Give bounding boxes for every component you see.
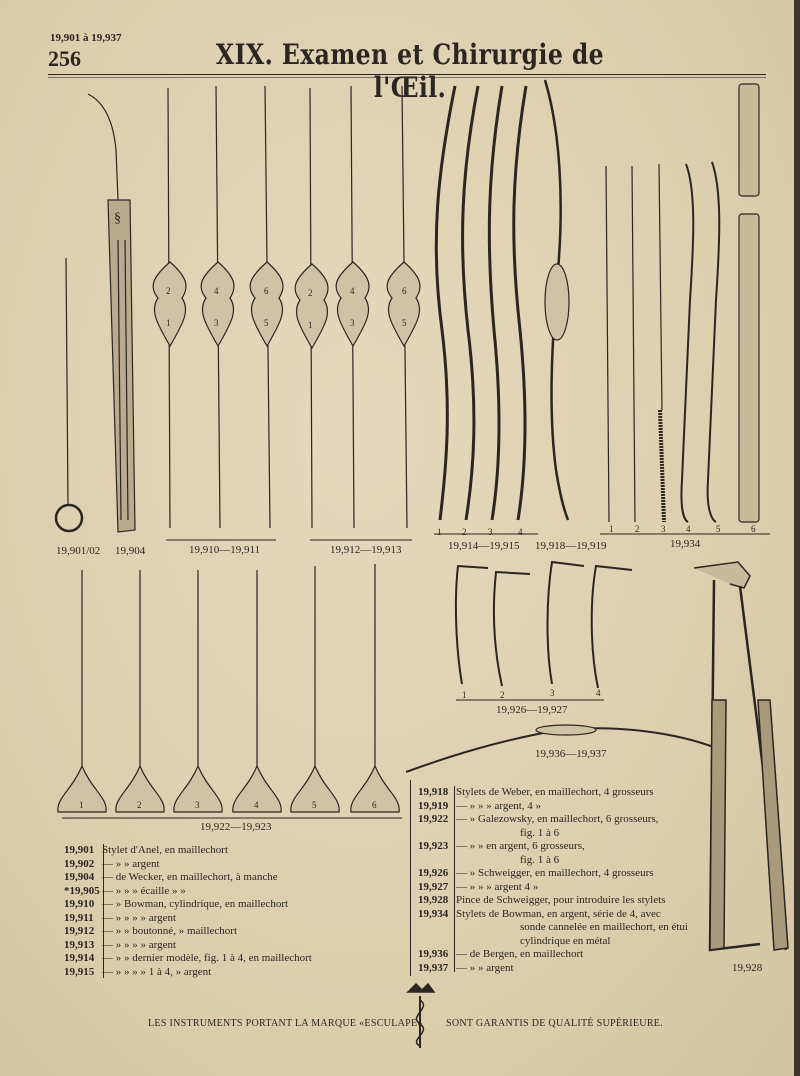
- table-row: [418, 921, 718, 935]
- item-code: 19,923: [418, 840, 449, 852]
- table-row: [418, 935, 718, 949]
- item-code: 19,926: [418, 867, 449, 879]
- table-row: [418, 894, 718, 908]
- item-code: 19,904: [64, 871, 95, 883]
- table-row: [64, 925, 404, 939]
- figure-label-wide: 19,922—19,923: [200, 821, 272, 833]
- figure-label-bowman-b: 19,912—19,913: [330, 544, 402, 556]
- item-description: — » » » » argent: [102, 938, 177, 951]
- item-description: — de Bergen, en maillechort: [456, 948, 584, 960]
- item-description: fig. 1 à 6: [520, 853, 560, 866]
- blade-top-mark-3: 6: [264, 286, 269, 296]
- figure-label-wecker: 19,904: [115, 545, 146, 557]
- figure-label-anel: 19,901/02: [56, 545, 101, 557]
- item-code: 19,927: [418, 880, 449, 893]
- footer-right-text: SONT GARANTIS DE QUALITÉ SUPÉRIEURE.: [446, 1018, 664, 1029]
- item-code: 19,902: [64, 857, 95, 870]
- table-row: [64, 871, 404, 885]
- wide-mark-3: 3: [195, 800, 200, 810]
- bowman-ext-mark-2: 2: [462, 527, 467, 537]
- item-description: Stylets de Weber, en maillechort, 4 grosseurs: [456, 786, 654, 798]
- catalog-table-right: [418, 786, 718, 975]
- table-row: [418, 962, 718, 976]
- table-row: [418, 948, 718, 962]
- table-column-separator: [410, 780, 411, 976]
- bowman-probes-illustration: [153, 86, 420, 528]
- figure-label-weber: 19,918—19,919: [535, 540, 607, 552]
- bowman-set-mark-3: 3: [661, 524, 666, 534]
- table-right-divider: [454, 786, 455, 972]
- item-code: 19,928: [418, 894, 449, 906]
- item-code: 19,914: [64, 952, 95, 964]
- item-code: 19,912: [64, 925, 95, 937]
- table-row: [64, 858, 404, 872]
- item-code: *19,905: [64, 884, 100, 897]
- bowman-ext-mark-4: 4: [518, 527, 523, 537]
- wide-mark-2: 2: [137, 800, 142, 810]
- figure-label-schweigger: 19,926—19,927: [496, 704, 568, 716]
- item-description: — » » » écaille » »: [102, 884, 186, 897]
- item-description: — » Bowman, cylindrique, en maillechort: [102, 898, 289, 910]
- table-left-divider: [103, 844, 104, 978]
- table-row: [418, 881, 718, 895]
- bowman-ext-mark-3: 3: [488, 527, 493, 537]
- bowman-ext-mark-1: 1: [437, 527, 442, 537]
- item-description: Pince de Schweigger, pour introduire les stylets: [456, 894, 666, 906]
- bowman-set-mark-5: 5: [716, 524, 721, 534]
- item-description: — » Schweigger, en maillechort, 4 grosseurs: [456, 867, 654, 879]
- figure-label-bergen: 19,936—19,937: [535, 748, 607, 760]
- table-row: [64, 898, 404, 912]
- table-row: [64, 844, 404, 858]
- item-code: 19,919: [418, 799, 449, 812]
- item-code: [418, 935, 456, 949]
- item-description: Stylets de Bowman, en argent, série de 4, avec: [456, 907, 661, 920]
- figure-label-bowman-ext: 19,914—19,915: [448, 540, 520, 552]
- wecker-stylet-illustration: [88, 94, 135, 532]
- blade-top-mark-5: 4: [350, 286, 355, 296]
- item-description: — » » argent: [456, 961, 514, 974]
- item-code: 19,937: [418, 961, 449, 974]
- table-row: [64, 912, 404, 926]
- schweigger-mark-4: 4: [596, 688, 601, 698]
- blade-top-mark-6: 6: [402, 286, 407, 296]
- page-number: 256: [48, 46, 81, 71]
- item-code: [418, 854, 456, 868]
- blade-top-mark-2: 4: [214, 286, 219, 296]
- blade-bottom-mark-2: 3: [214, 318, 219, 328]
- item-description: — » » boutonné, » maillechort: [102, 925, 238, 937]
- bowman-set-mark-6: 6: [751, 524, 756, 534]
- item-code: [418, 827, 456, 841]
- blade-bottom-mark-5: 3: [350, 318, 355, 328]
- figure-label-pince: 19,928: [732, 962, 763, 974]
- svg-text:§: §: [114, 211, 121, 226]
- bowman-set-mark-2: 2: [635, 524, 640, 534]
- blade-top-mark-1: 2: [166, 286, 171, 296]
- figure-label-bowman-set: 19,934: [670, 538, 701, 550]
- figure-label-bowman-a: 19,910—19,911: [189, 544, 261, 556]
- wide-mark-5: 5: [312, 800, 317, 810]
- item-description: — » » » » 1 à 4, » argent: [102, 965, 212, 978]
- wide-mark-4: 4: [254, 800, 259, 810]
- item-description: cylindrique en métal: [520, 934, 611, 947]
- blade-bottom-mark-1: 1: [166, 318, 171, 328]
- item-code: 19,910: [64, 898, 95, 910]
- item-description: Stylet d'Anel, en maillechort: [102, 844, 229, 856]
- table-row: [418, 786, 718, 800]
- bowman-set-mark-1: 1: [609, 524, 614, 534]
- table-row: [418, 908, 718, 922]
- blade-top-mark-4: 2: [308, 288, 313, 298]
- wide-blade-stylets-illustration: [58, 564, 399, 812]
- wide-mark-6: 6: [372, 800, 377, 810]
- item-range: 19,901 à 19,937: [50, 32, 122, 44]
- item-code: 19,911: [64, 911, 94, 924]
- table-row: [418, 813, 718, 827]
- anel-stylet-illustration: [56, 258, 82, 531]
- item-description: — » » dernier modèle, fig. 1 à 4, en maillechort: [102, 952, 312, 964]
- blade-bottom-mark-4: 1: [308, 320, 313, 330]
- item-code: 19,901: [64, 844, 95, 856]
- item-code: [418, 921, 456, 935]
- item-code: 19,913: [64, 938, 95, 951]
- item-description: fig. 1 à 6: [520, 826, 560, 839]
- item-description: — » » en argent, 6 grosseurs,: [456, 840, 585, 852]
- schweigger-stylets-illustration: [456, 562, 632, 688]
- bowman-set-mark-4: 4: [686, 524, 691, 534]
- item-description: — » » » argent, 4 »: [456, 799, 542, 812]
- table-row: [418, 827, 718, 841]
- table-row: [64, 966, 404, 980]
- table-row: [418, 840, 718, 854]
- weber-stylet-illustration: [545, 80, 569, 520]
- table-row: [418, 867, 718, 881]
- table-row: [418, 800, 718, 814]
- item-code: 19,915: [64, 965, 95, 978]
- table-row: [64, 952, 404, 966]
- item-description: — » Galezowsky, en maillechort, 6 grosseurs,: [456, 813, 659, 825]
- bowman-set-illustration: [606, 84, 759, 522]
- table-row: [64, 939, 404, 953]
- item-code: 19,918: [418, 786, 449, 798]
- item-description: — » » » argent 4 »: [456, 880, 539, 893]
- wide-mark-1: 1: [79, 800, 84, 810]
- schweigger-mark-2: 2: [500, 690, 505, 700]
- schweigger-mark-1: 1: [462, 690, 467, 700]
- esculape-emblem: [408, 984, 434, 1048]
- item-description: sonde cannelée en maillechort, en étui: [520, 921, 688, 933]
- schweigger-mark-3: 3: [550, 688, 555, 698]
- figure-rules: [62, 534, 770, 818]
- chapter-title: XIX. Examen et Chirurgie de l'Œil.: [215, 38, 605, 104]
- item-description: — » » » » argent: [102, 911, 177, 924]
- table-row: [418, 854, 718, 868]
- footer-left-text: LES INSTRUMENTS PORTANT LA MARQUE «ESCULAPE»: [148, 1018, 423, 1029]
- item-description: — » » argent: [102, 857, 160, 870]
- item-description: — de Wecker, en maillechort, à manche: [102, 871, 278, 883]
- item-code: 19,922: [418, 813, 449, 825]
- blade-bottom-mark-6: 5: [402, 318, 407, 328]
- blade-bottom-mark-3: 5: [264, 318, 269, 328]
- item-code: 19,936: [418, 948, 449, 960]
- table-row: [64, 885, 404, 899]
- item-code: 19,934: [418, 907, 449, 920]
- bowman-curved-illustration: [436, 86, 526, 520]
- catalog-table-left: [64, 844, 404, 979]
